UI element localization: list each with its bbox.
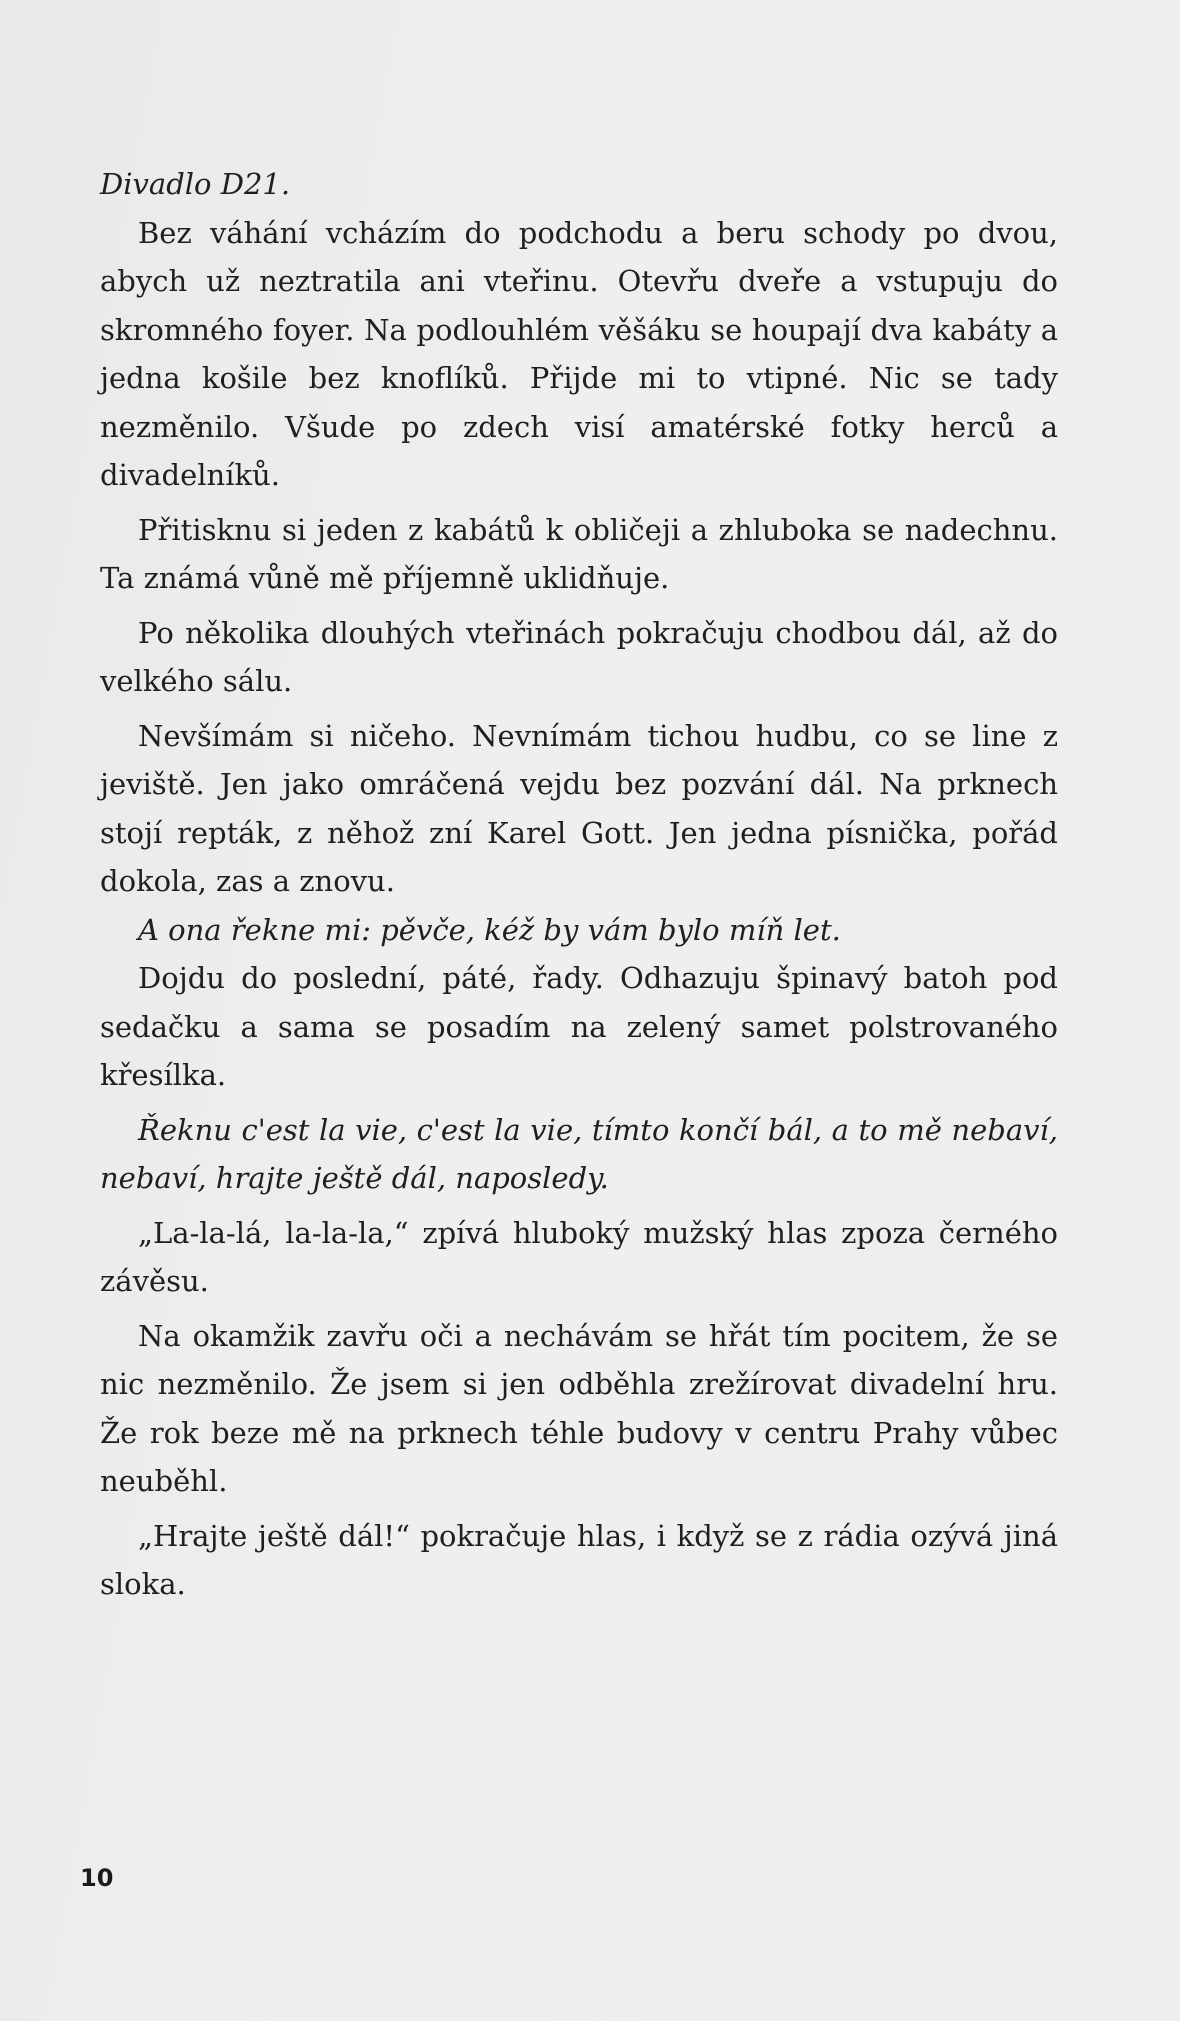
paragraph: Přitisknu si jeden z kabátů k obličeji a zhluboka se nadechnu. Ta známá vůně mě příjemně uklidňuje.: [100, 512, 1058, 595]
paragraph: Dojdu do poslední, páté, řady. Odhazuju špinavý batoh pod sedačku a sama se posadím na zelený samet polstrovaného křesílka.: [100, 961, 1058, 1092]
paragraph: Bez váhání vcházím do podchodu a beru schody po dvou, abych už neztratila ani vteřinu. Otevřu dveře a vstupuju do skromného foyer. Na podlouhlém věšáku se houpají dva kabáty a jedna košile bez knoflíků. Přijde mi to vtipné. Nic se tady nezměnilo. Všude po zdech visí amatérské fotky herců a divadelníků.: [100, 215, 1058, 492]
paragraph-scene-heading: Divadlo D21.: [100, 167, 291, 201]
page-number: 10: [80, 1864, 114, 1892]
paragraph: Po několika dlouhých vteřinách pokračuju chodbou dál, až do velkého sálu.: [100, 615, 1058, 698]
song-lyric: Řeknu c'est la vie, c'est la vie, tímto končí bál, a to mě nebaví, nebaví, hrajte ještě dál, naposledy.: [100, 1112, 1058, 1195]
song-lyric: A ona řekne mi: pěvče, kéž by vám bylo míň let.: [138, 912, 841, 947]
body-text: [100, 160, 1058, 1609]
paragraph: Nevšímám si ničeho. Nevnímám tichou hudbu, co se line z jeviště. Jen jako omráčená vejdu bez pozvání dál. Na prknech stojí repták, z něhož zní Karel Gott. Jen jedna písnička, pořád dokola, zas a znovu.: [100, 718, 1058, 898]
paragraph: Na okamžik zavřu oči a nechávám se hřát tím pocitem, že se nic nezměnilo. Že jsem si jen odběhla zrežírovat divadelní hru. Že rok beze mě na prknech téhle budovy v centru Prahy vůbec neuběhl.: [100, 1318, 1058, 1498]
paragraph: „La-la-lá, la-la-la,“ zpívá hluboký mužský hlas zpoza černého závěsu.: [100, 1215, 1058, 1298]
paragraph: „Hrajte ještě dál!“ pokračuje hlas, i když se z rádia ozývá jiná sloka.: [100, 1518, 1058, 1601]
